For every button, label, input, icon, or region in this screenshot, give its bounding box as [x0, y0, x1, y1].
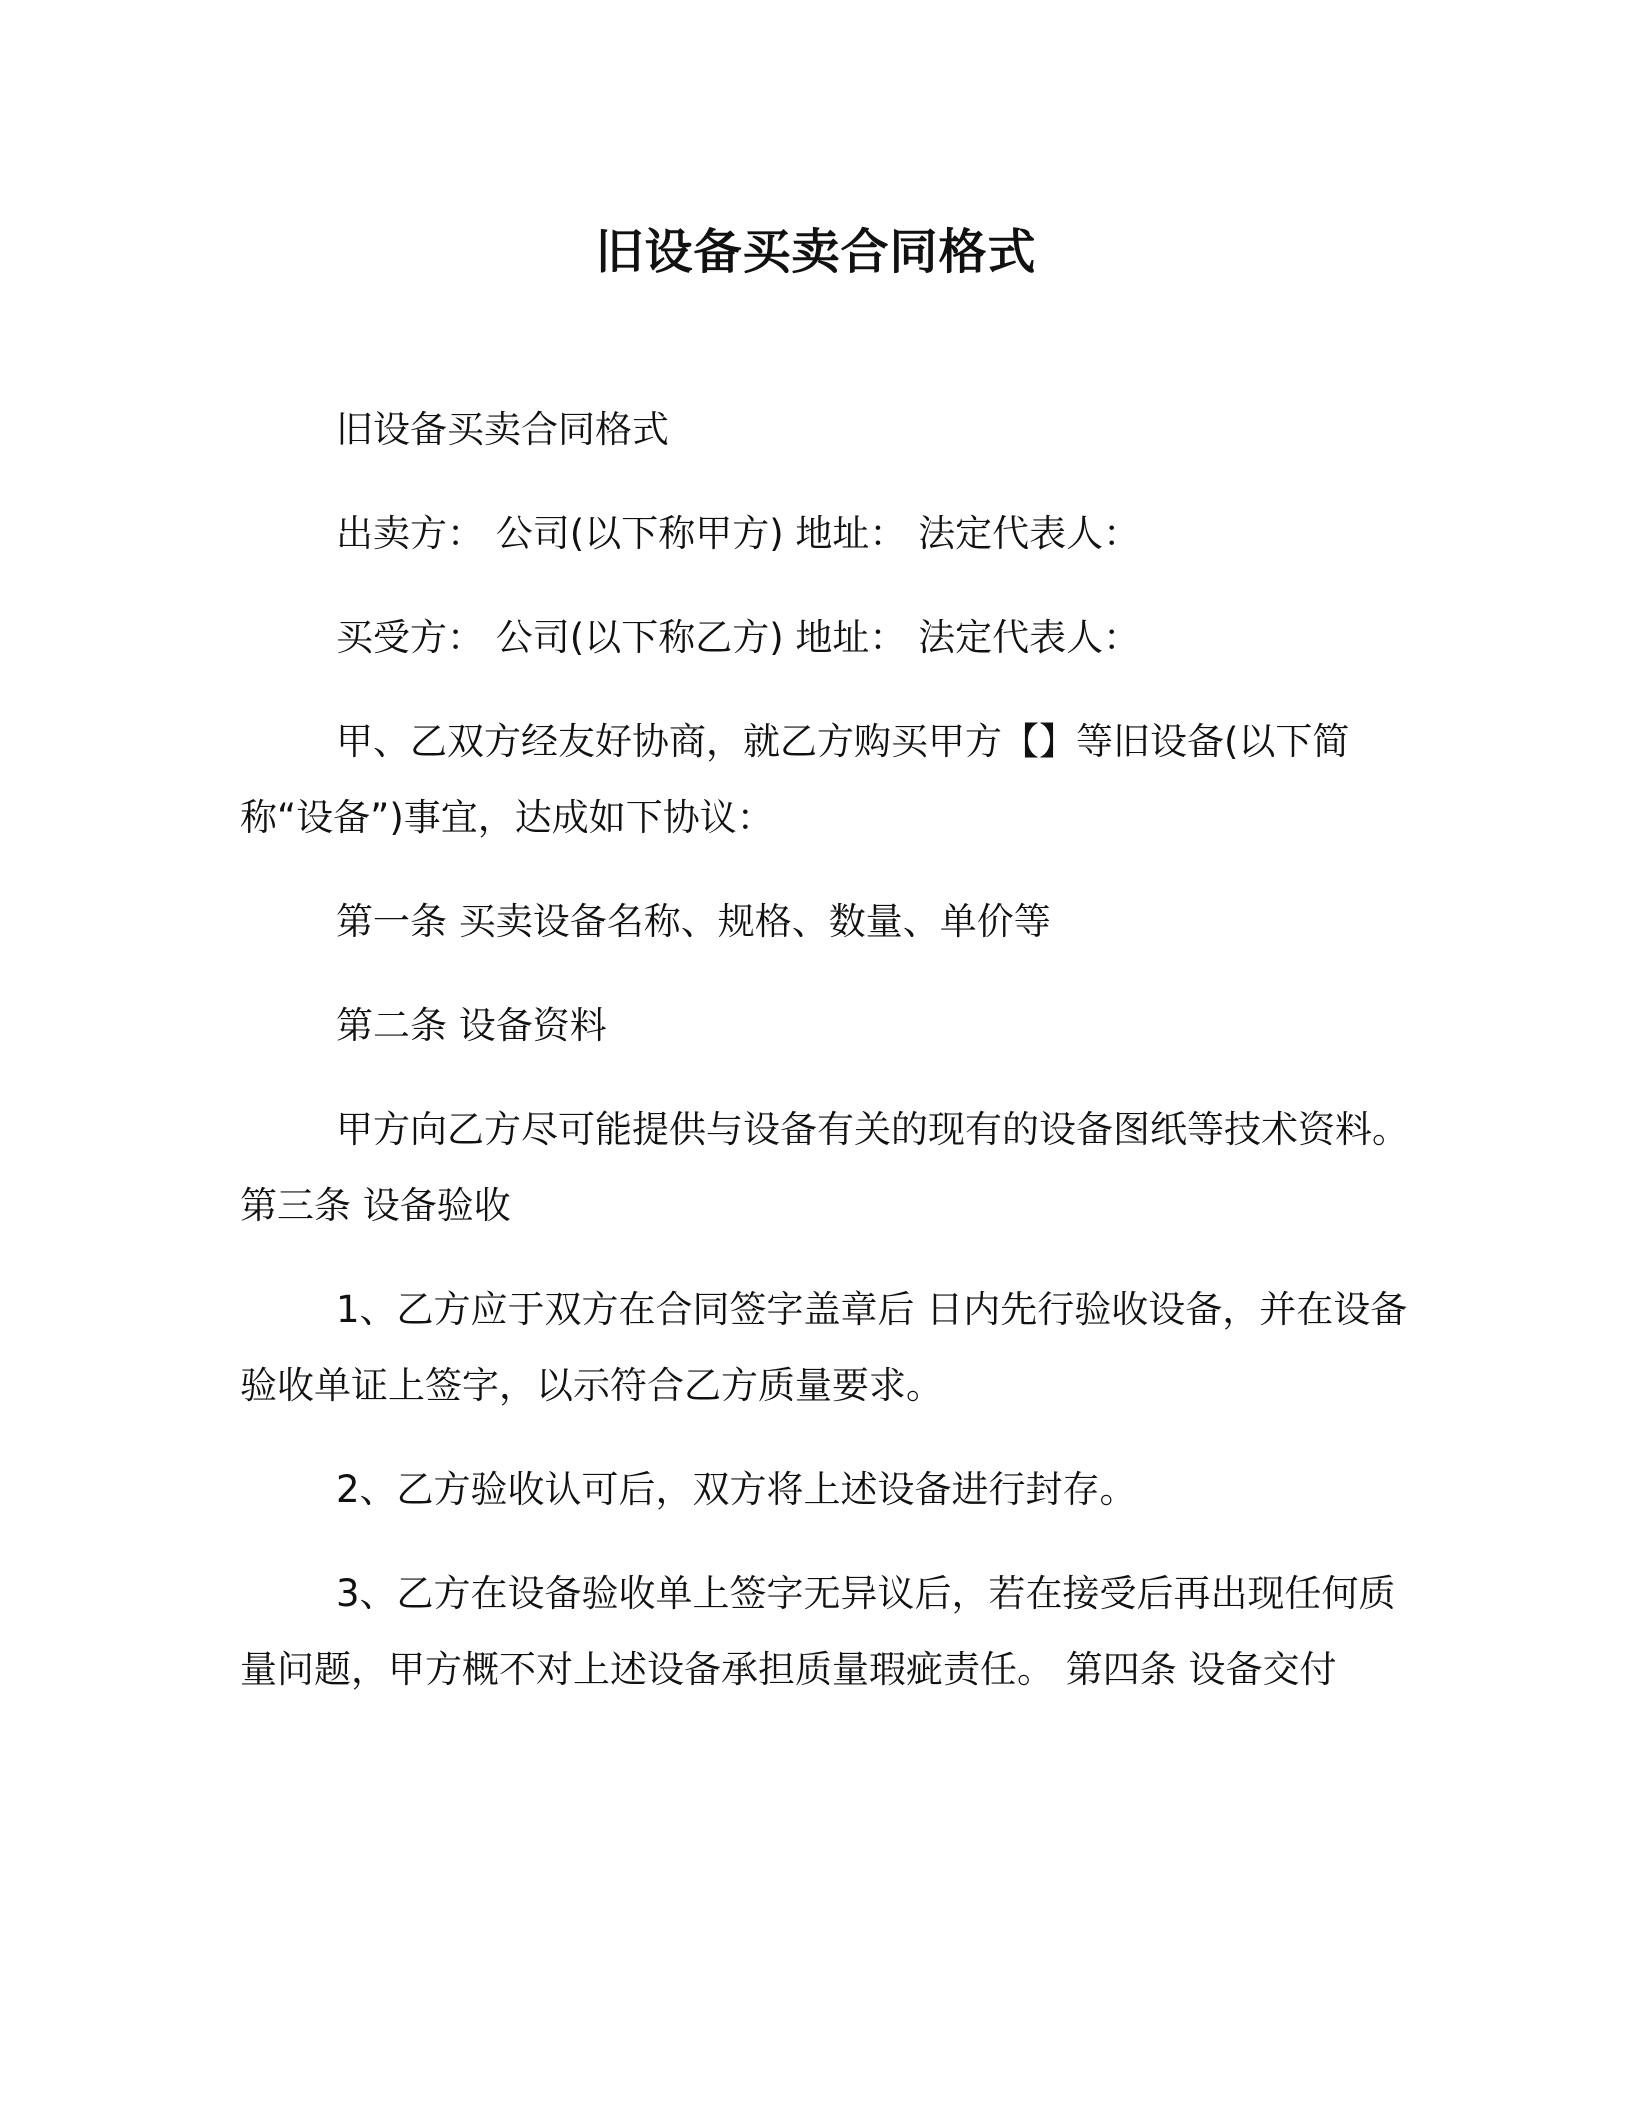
paragraph-heading: 旧设备买卖合同格式 — [336, 408, 669, 451]
document-body — [240, 392, 1410, 1736]
paragraph-article-3: 第三条 设备验收 — [240, 1184, 511, 1227]
paragraph-intro: 甲、乙双方经友好协商，就乙方购买甲方【】等旧设备(以下简称“设备”)事宜，达成如下协议： — [240, 720, 1350, 839]
paragraph-article-3-item-3: 3、乙方在设备验收单上签字无异议后，若在接受后再出现任何质量问题，甲方概不对上述设备承担质量瑕疵责任。 第四条 设备交付 — [240, 1572, 1396, 1691]
paragraph-buyer: 买受方： 公司(以下称乙方) 地址： 法定代表人： — [336, 616, 1141, 659]
paragraph-article-2: 第二条 设备资料 — [336, 1004, 607, 1047]
paragraph-article-3-item-1: 1、乙方应于双方在合同签字盖章后 日内先行验收设备，并在设备验收单证上签字，以示符合乙方质量要求。 — [240, 1288, 1408, 1407]
document-title: 旧设备买卖合同格式 — [595, 224, 1037, 280]
paragraph-article-1: 第一条 买卖设备名称、规格、数量、单价等 — [336, 900, 1051, 943]
paragraph-seller: 出卖方： 公司(以下称甲方) 地址： 法定代表人： — [336, 512, 1141, 555]
paragraph-article-3-item-2: 2、乙方验收认可后，双方将上述设备进行封存。 — [336, 1468, 1137, 1511]
paragraph-article-2-body: 甲方向乙方尽可能提供与设备有关的现有的设备图纸等技术资料。 — [336, 1108, 1409, 1151]
